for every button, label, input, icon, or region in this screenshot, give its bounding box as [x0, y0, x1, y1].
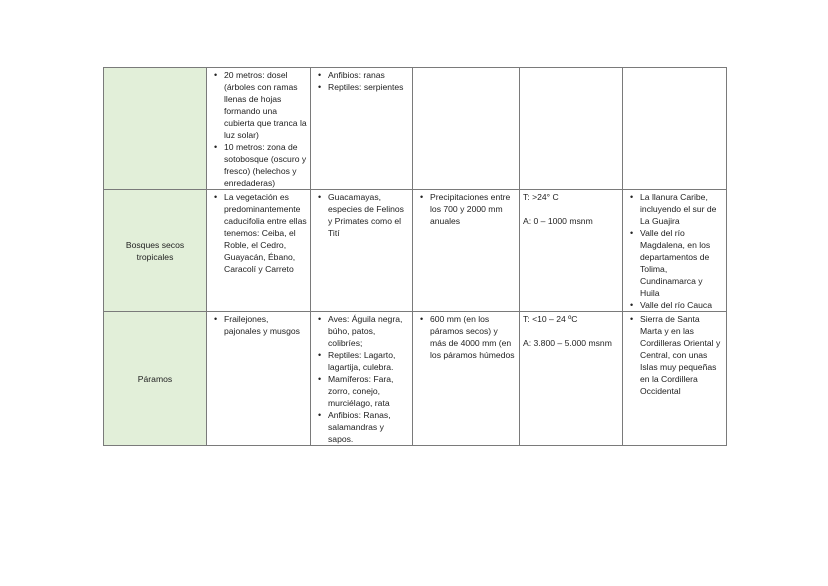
location-cell: [623, 190, 727, 312]
list-item: • Anfibios: ranas: [328, 69, 409, 81]
ecosystem-name-cell: [104, 190, 207, 312]
climate-cell: [520, 68, 623, 190]
list-item: • La llanura Caribe, incluyendo el sur de La Guajira: [640, 191, 723, 227]
location-cell: [623, 68, 727, 190]
list-item: • 600 mm (en los páramos secos) y más de 4000 mm (en los páramos húmedos: [430, 313, 516, 361]
flora-cell: [207, 190, 311, 312]
table-row: [104, 68, 727, 190]
ecosystem-name: Páramos: [137, 373, 173, 384]
list-item: • Precipitaciones entre los 700 y 2000 mm anuales: [430, 191, 516, 227]
precipitation-cell: [413, 312, 520, 446]
temperature-text: T: >24° C: [523, 192, 559, 202]
list-item: • 10 metros: zona de sotobosque (oscuro y fresco) (helechos y enredaderas): [224, 141, 307, 189]
list-item: • Guacamayas, especies de Felinos y Primates como el Tití: [328, 191, 409, 239]
ecosystem-name: Bosques secos tropicales: [125, 239, 185, 262]
fauna-cell: [311, 190, 413, 312]
list-item: • Mamíferos: Fara, zorro, conejo, murciélago, rata: [328, 373, 409, 409]
table-row: [104, 312, 727, 446]
temperature-text: T: <10 – 24 ºC: [523, 314, 578, 324]
ecosystems-table: [103, 67, 727, 446]
ecosystem-name-cell: [104, 68, 207, 190]
flora-cell: [207, 312, 311, 446]
list-item: • Sierra de Santa Marta y en las Cordilleras Oriental y Central, con unas Islas muy pequeñas en la Cordillera Occidental: [640, 313, 723, 397]
list-item: • La vegetación es predominantemente caducifolia entre ellas tenemos: Ceiba, el Roble, el Cedro, Guayacán, Ébano, Caracolí y Carreto: [224, 191, 307, 275]
list-item: • Reptiles: Lagarto, lagartija, culebra.: [328, 349, 409, 373]
list-item: • Valle del río Cauca: [640, 299, 723, 311]
precipitation-cell: [413, 190, 520, 312]
location-cell: [623, 312, 727, 446]
list-item: • Valle del río Magdalena, en los departamentos de Tolima, Cundinamarca y Huila: [640, 227, 723, 299]
list-item: • Aves: Águila negra, búho, patos, colibríes;: [328, 313, 409, 349]
climate-cell: [520, 190, 623, 312]
list-item: • Frailejones, pajonales y musgos: [224, 313, 307, 337]
list-item: • Reptiles: serpientes: [328, 81, 409, 93]
altitude-text: A: 0 – 1000 msnm: [523, 216, 593, 226]
list-item: • Anfibios: Ranas, salamandras y sapos.: [328, 409, 409, 445]
climate-cell: [520, 312, 623, 446]
precipitation-cell: [413, 68, 520, 190]
altitude-text: A: 3.800 – 5.000 msnm: [523, 338, 612, 348]
flora-cell: [207, 68, 311, 190]
fauna-cell: [311, 68, 413, 190]
ecosystem-name-cell: [104, 312, 207, 446]
table-row: [104, 190, 727, 312]
list-item: • 20 metros: dosel (árboles con ramas llenas de hojas formando una cubierta que tranca la luz solar): [224, 69, 307, 141]
fauna-cell: [311, 312, 413, 446]
